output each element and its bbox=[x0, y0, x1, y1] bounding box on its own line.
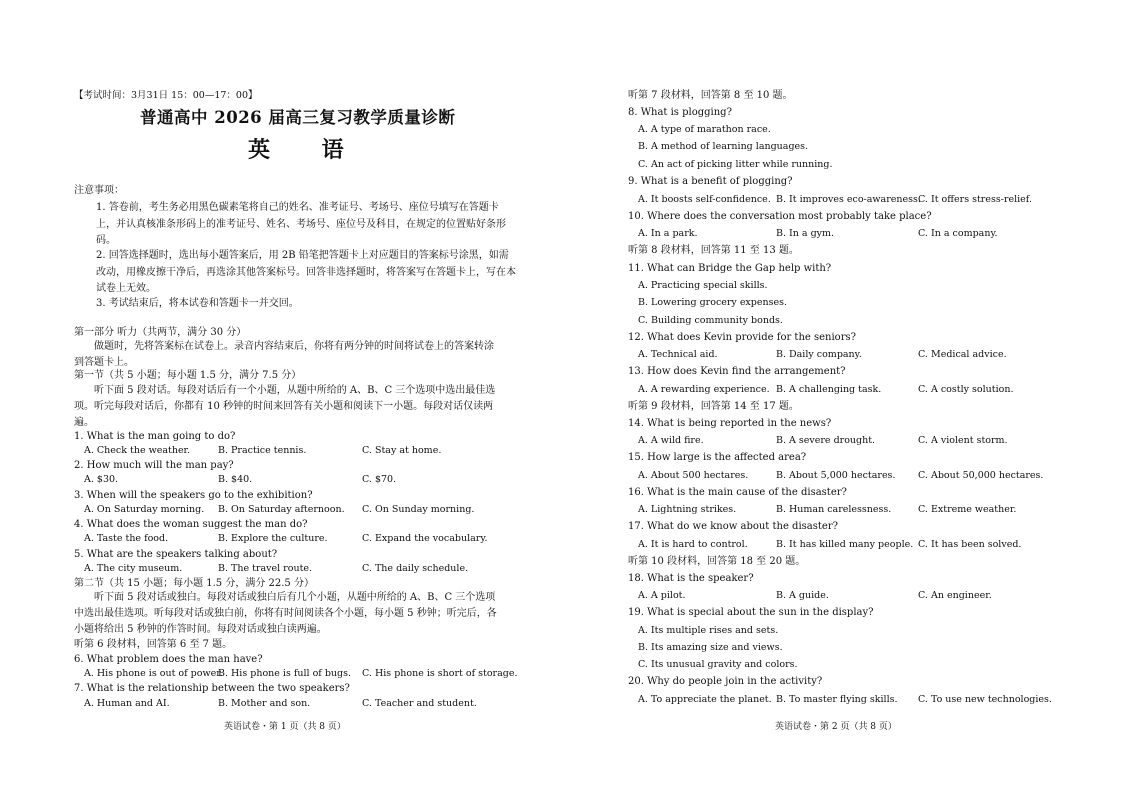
q2-option-b: B. $40. bbox=[218, 474, 253, 485]
q13-option-b: B. A challenging task. bbox=[776, 384, 882, 395]
note-3: 3. 考试结束后，将本试卷和答题卡一并交回。 bbox=[96, 298, 299, 309]
q9-option-a: A. It boosts self-confidence. bbox=[638, 194, 771, 205]
q12-option-a: A. Technical aid. bbox=[638, 349, 718, 360]
question-12: 12. What does Kevin provide for the seniors? bbox=[628, 332, 856, 343]
q9-option-b: B. It improves eco-awareness. bbox=[776, 194, 921, 205]
question-14: 14. What is being reported in the news? bbox=[628, 418, 832, 429]
segment-8-heading: 听第 8 段材料，回答第 11 至 13 题。 bbox=[628, 245, 799, 256]
question-9: 9. What is a benefit of plogging? bbox=[628, 176, 793, 187]
section1-intro: 听下面 5 段对话。每段对话后有一个小题，从题中所给的 A、B、C 三个选项中选出最佳选项。听完每段对话后，你都有 10 秒钟的时间来回答有关小题和阅读下一小题。每段对话仅读两遍。 bbox=[74, 385, 496, 428]
right-page bbox=[561, 0, 1123, 794]
question-20: 20. Why do people join in the activity? bbox=[628, 676, 823, 687]
q14-option-c: C. A violent storm. bbox=[918, 435, 1008, 446]
q8-option-b: B. A method of learning languages. bbox=[638, 141, 809, 152]
question-17: 17. What do we know about the disaster? bbox=[628, 521, 838, 532]
question-13: 13. How does Kevin find the arrangement? bbox=[628, 366, 846, 377]
q16-option-b: B. Human carelessness. bbox=[776, 504, 892, 515]
q17-option-c: C. It has been solved. bbox=[918, 539, 1022, 550]
q4-option-c: C. Expand the vocabulary. bbox=[362, 533, 488, 544]
q16-option-a: A. Lightning strikes. bbox=[638, 504, 737, 515]
q4-option-b: B. Explore the culture. bbox=[218, 533, 328, 544]
q10-option-c: C. In a company. bbox=[918, 228, 998, 239]
q16-option-c: C. Extreme weather. bbox=[918, 504, 1017, 515]
question-16: 16. What is the main cause of the disaster? bbox=[628, 487, 847, 498]
page-footer-2: 英语试卷・第 2 页（共 8 页） bbox=[775, 722, 897, 732]
question-19: 19. What is special about the sun in the display? bbox=[628, 607, 874, 618]
q3-option-c: C. On Sunday morning. bbox=[362, 504, 475, 515]
section2-heading: 第二节（共 15 小题；每小题 1.5 分，满分 22.5 分） bbox=[74, 578, 314, 589]
q5-option-a: A. The city museum. bbox=[84, 563, 183, 574]
q15-option-a: A. About 500 hectares. bbox=[638, 470, 749, 481]
q15-option-c: C. About 50,000 hectares. bbox=[918, 470, 1044, 481]
q1-option-a: A. Check the weather. bbox=[84, 445, 191, 456]
q7-option-a: A. Human and AI. bbox=[84, 698, 170, 709]
q9-option-c: C. It offers stress-relief. bbox=[918, 194, 1032, 205]
page-footer-1: 英语试卷・第 1 页（共 8 页） bbox=[224, 722, 346, 732]
q7-option-b: B. Mother and son. bbox=[218, 698, 311, 709]
q3-option-a: A. On Saturday morning. bbox=[84, 504, 205, 515]
q13-option-c: C. A costly solution. bbox=[918, 384, 1014, 395]
q17-option-a: A. It is hard to control. bbox=[638, 539, 748, 550]
segment-9-heading: 听第 9 段材料，回答第 14 至 17 题。 bbox=[628, 401, 799, 412]
question-3: 3. When will the speakers go to the exhibition? bbox=[74, 490, 313, 501]
q18-option-c: C. An engineer. bbox=[918, 590, 992, 601]
q8-option-c: C. An act of picking litter while running. bbox=[638, 159, 833, 170]
q1-option-b: B. Practice tennis. bbox=[218, 445, 307, 456]
q14-option-a: A. A wild fire. bbox=[638, 435, 704, 446]
q10-option-b: B. In a gym. bbox=[776, 228, 835, 239]
q14-option-b: B. A severe drought. bbox=[776, 435, 876, 446]
q20-option-a: A. To appreciate the planet. bbox=[638, 694, 772, 705]
q5-option-c: C. The daily schedule. bbox=[362, 563, 469, 574]
q19-option-b: B. Its amazing size and views. bbox=[638, 642, 783, 653]
question-15: 15. How large is the affected area? bbox=[628, 452, 807, 463]
exam-title: 普通高中 2026 届高三复习教学质量诊断 bbox=[140, 108, 456, 127]
notes-heading: 注意事项： bbox=[74, 185, 124, 196]
q20-option-b: B. To master flying skills. bbox=[776, 694, 898, 705]
part1-heading: 第一部分 听力（共两节，满分 30 分） bbox=[74, 327, 247, 338]
question-18: 18. What is the speaker? bbox=[628, 573, 754, 584]
q6-option-a: A. His phone is out of power. bbox=[84, 668, 223, 679]
exam-time: 【考试时间：3月31日 15：00—17：00】 bbox=[74, 90, 258, 101]
section2-intro: 听下面 5 段对话或独白。每段对话或独白后有几个小题，从题中所给的 A、B、C 三个选项中选出最佳选项。听每段对话或独白前，你将有时间阅读各个小题，每小题 5 秒钟；听完后，各小题将给出 5 秒钟的作答时间。每段对话或独白读两遍。 bbox=[74, 592, 497, 635]
q19-option-c: C. Its unusual gravity and colors. bbox=[638, 659, 798, 670]
question-4: 4. What does the woman suggest the man do? bbox=[74, 519, 308, 530]
q5-option-b: B. The travel route. bbox=[218, 563, 313, 574]
q17-option-b: B. It has killed many people. bbox=[776, 539, 914, 550]
q13-option-a: A. A rewarding experience. bbox=[638, 384, 770, 395]
part1-intro: 做题时，先将答案标在试卷上。录音内容结束后，你将有两分钟的时间将试卷上的答案转涂到答题卡上。 bbox=[74, 341, 494, 368]
question-7: 7. What is the relationship between the two speakers? bbox=[74, 683, 350, 694]
q20-option-c: C. To use new technologies. bbox=[918, 694, 1052, 705]
note-1: 1. 答卷前，考生务必用黑色碳素笔将自己的姓名、准考证号、考场号、座位号填写在答题卡上，并认真核准条形码上的准考证号、姓名、考场号、座位号及科目，在规定的位置贴好条形码。 bbox=[96, 202, 506, 246]
question-1: 1. What is the man going to do? bbox=[74, 431, 236, 442]
q7-option-c: C. Teacher and student. bbox=[362, 698, 477, 709]
q11-option-c: C. Building community bonds. bbox=[638, 315, 783, 326]
question-6: 6. What problem does the man have? bbox=[74, 654, 263, 665]
q2-option-c: C. $70. bbox=[362, 474, 397, 485]
q6-option-c: C. His phone is short of storage. bbox=[362, 668, 518, 679]
question-5: 5. What are the speakers talking about? bbox=[74, 549, 278, 560]
q10-option-a: A. In a park. bbox=[638, 228, 698, 239]
q3-option-b: B. On Saturday afternoon. bbox=[218, 504, 345, 515]
left-page bbox=[0, 0, 561, 794]
question-2: 2. How much will the man pay? bbox=[74, 460, 234, 471]
subject-title: 英 语 bbox=[248, 137, 366, 163]
segment-7-heading: 听第 7 段材料，回答第 8 至 10 题。 bbox=[628, 90, 793, 101]
note-2: 2. 回答选择题时，选出每小题答案后，用 2B 铅笔把答题卡上对应题目的答案标号涂黑，如需改动，用橡皮擦干净后，再选涂其他答案标号。回答非选择题时，将答案写在答题卡上，写在本试卷上无效。 bbox=[96, 250, 516, 294]
q4-option-a: A. Taste the food. bbox=[84, 533, 169, 544]
question-8: 8. What is plogging? bbox=[628, 107, 732, 118]
segment-10-heading: 听第 10 段材料，回答第 18 至 20 题。 bbox=[628, 556, 806, 567]
q2-option-a: A. $30. bbox=[84, 474, 119, 485]
segment-6-heading: 听第 6 段材料，回答第 6 至 7 题。 bbox=[74, 639, 233, 650]
q18-option-a: A. A pilot. bbox=[638, 590, 686, 601]
question-11: 11. What can Bridge the Gap help with? bbox=[628, 263, 832, 274]
q11-option-a: A. Practicing special skills. bbox=[638, 280, 768, 291]
q12-option-b: B. Daily company. bbox=[776, 349, 862, 360]
q1-option-c: C. Stay at home. bbox=[362, 445, 442, 456]
q18-option-b: B. A guide. bbox=[776, 590, 829, 601]
q19-option-a: A. Its multiple rises and sets. bbox=[638, 625, 779, 636]
q15-option-b: B. About 5,000 hectares. bbox=[776, 470, 896, 481]
q11-option-b: B. Lowering grocery expenses. bbox=[638, 297, 788, 308]
q8-option-a: A. A type of marathon race. bbox=[638, 124, 771, 135]
q6-option-b: B. His phone is full of bugs. bbox=[218, 668, 352, 679]
question-10: 10. Where does the conversation most probably take place? bbox=[628, 211, 932, 222]
q12-option-c: C. Medical advice. bbox=[918, 349, 1007, 360]
section1-heading: 第一节（共 5 小题；每小题 1.5 分，满分 7.5 分） bbox=[74, 370, 302, 381]
